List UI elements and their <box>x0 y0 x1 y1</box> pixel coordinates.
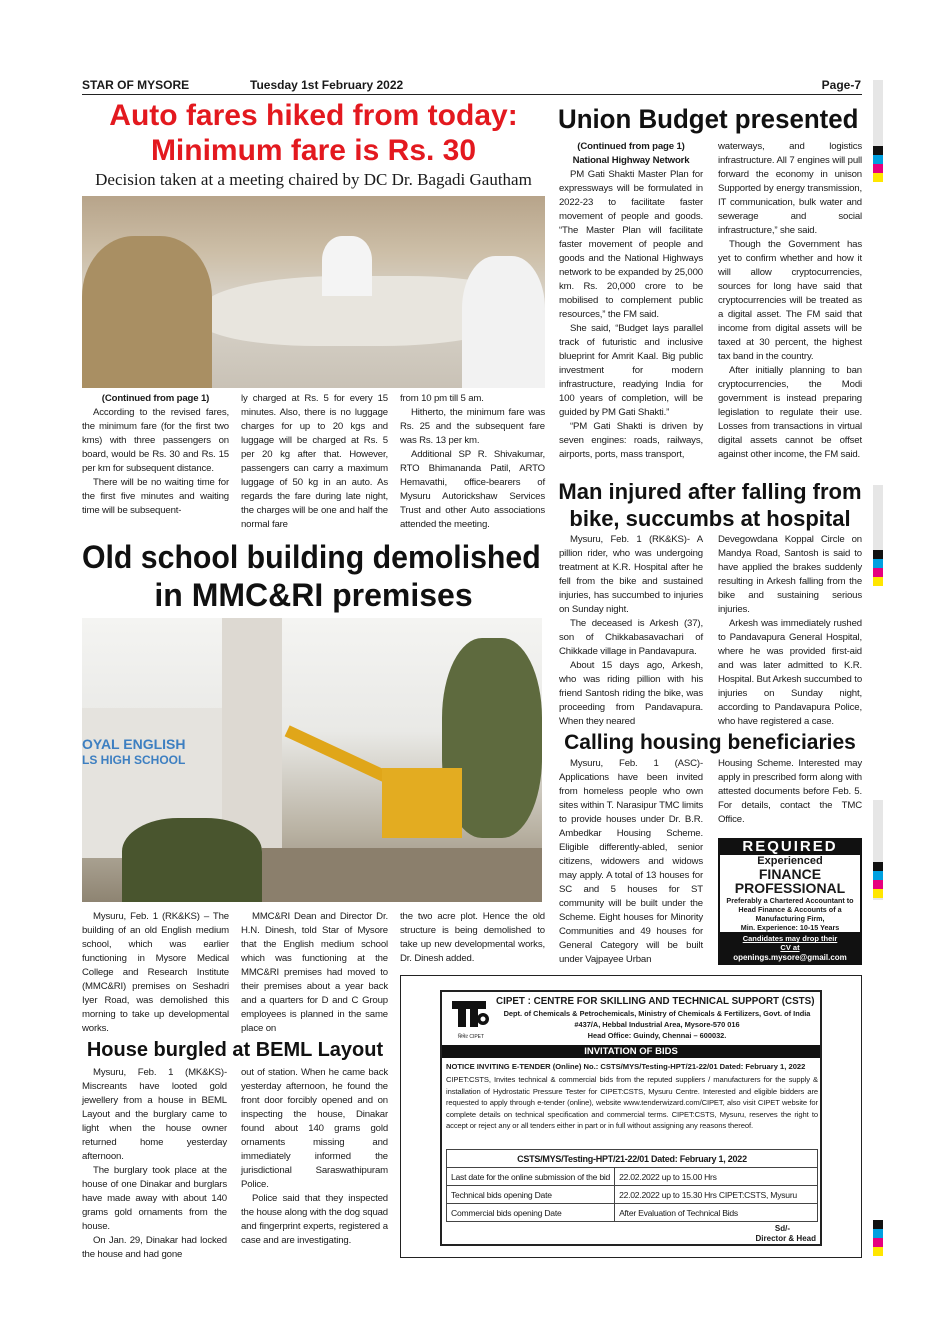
paragraph: Mysuru, Feb. 1 (RK&KS)- A pillion rider, who was undergoing treatment at K.R. Hospital after he fell from the bike and sustained injuries, has succumbed to injuries on Sunday night. <box>559 534 703 615</box>
person-figure <box>322 236 372 296</box>
excavator-arm <box>285 725 390 782</box>
paragraph: Devegowdana Koppal Circle on Mandya Road, Santosh is said to have applied the brakes suddenly resulting in Arkesh falling from the bike and sustaining serious injuries. <box>718 534 862 615</box>
headline-line: Old school building demolished <box>82 539 541 575</box>
ad-email[interactable]: openings.mysore@gmail.com <box>733 953 847 963</box>
budget-headline: Union Budget presented <box>558 104 859 134</box>
cyan-mark <box>873 155 883 164</box>
paragraph: There will be no waiting time for the first five minutes and waiting time will be subsequent- <box>82 477 229 516</box>
auto-col-3 <box>400 392 545 532</box>
yellow-mark <box>873 577 883 586</box>
man-figure <box>462 256 545 388</box>
ad-cta: CV at <box>780 943 800 953</box>
black-mark <box>873 1220 883 1229</box>
issue-date: Tuesday 1st February 2022 <box>250 78 404 92</box>
paragraph: Mysuru, Feb. 1 (MK&KS)- Miscreants have looted gold jewellery from a house in BEML Layout and the burglary came to light when the house owner returned home yesterday afternoon. <box>82 1067 227 1162</box>
ad-line: PROFESSIONAL <box>734 880 846 896</box>
logo-caption: सिपेट CIPET <box>457 1034 485 1040</box>
paragraph: Though the Government has yet to confirm whether and how it will allow cryptocurrencies, sources for long have said that cryptocurrencies will be treated as a digital asset. The FM said that income from digital assets will be taxed at 30 percent, the highest tax band in the country. <box>718 239 862 362</box>
tender-banner: INVITATION OF BIDS <box>442 1045 820 1058</box>
yellow-mark <box>873 1247 883 1256</box>
continued-note: (Continued from page 1) <box>577 141 685 152</box>
officer-figure <box>82 236 212 388</box>
row-value: 22.02.2022 up to 15.30 Hrs CIPET:CSTS, Mysuru <box>615 1186 818 1204</box>
black-mark <box>873 862 883 871</box>
paragraph: On Jan. 29, Dinakar had locked the house and had gone <box>82 1235 227 1260</box>
tender-body: CIPET:CSTS, Invites technical & commercial bids from the reputed suppliers / manufacturers for the supply & installation of Hydrostatic Pressure Tester for CIPET:CSTS, Mysuru Centre. Interested and eligible bidders are requested to apply through e-tender (online), website www.tenderwizard.com/CIPET, also visit CIPET website for complete details on technical specification and commercial terms. CIPET:CSTS, Mysuru, reserves the right to accept or reject any or all tenders either in part or in full without assigning any reasons thereof. <box>446 1075 818 1130</box>
paragraph: PM Gati Shakti Master Plan for expressways will be formulated in 2022-23 to facilitate faster movement of people and goods. “The Master Plan will facilitate faster movement of people and goods and the National Highways network to be expanded by 25,000 km. Rs. 20,000 crore to be mobilised to complement public resources,” the FM said. <box>559 169 703 320</box>
magenta-mark <box>873 568 883 577</box>
tender-address: #437/A, Hebbal Industrial Area, Mysore-570 016 <box>574 1020 740 1029</box>
ad-details: Preferably a Chartered Accountant to Head Finance & Accounts of a Manufacturing Firm, <box>726 896 854 923</box>
paragraph: out of station. When he came back yesterday afternoon, he found the front door forcibly opened and on inspecting the house, Dinakar found about 140 grams gold ornaments missing and immediately informed the jurisdictional Saraswathipuram Police. <box>241 1067 388 1190</box>
headline-line: in MMC&RI premises <box>154 577 473 613</box>
auto-col-1 <box>82 392 229 518</box>
magenta-mark <box>873 880 883 889</box>
housing-headline: Calling housing beneficiaries <box>564 731 856 754</box>
tender-dept: Dept. of Chemicals & Petrochemicals, Ministry of Chemicals & Fertilizers, Govt. of India <box>503 1009 811 1018</box>
ad-title: REQUIRED <box>742 838 838 855</box>
magenta-mark <box>873 164 883 173</box>
shrubs <box>122 818 262 902</box>
housing-col-1 <box>559 757 703 967</box>
paragraph: ly charged at Rs. 5 for every 15 minutes. Also, there is no luggage charges for up to 20 kgs and luggage will be charged at Rs. 5 per 20 kg after that. However, passengers can carry a maximum luggage of 50 kg in an auto. As regards the fare during late night, the charges will be one and half the normal fare <box>241 393 388 530</box>
row-label: Commercial bids opening Date <box>447 1204 615 1222</box>
school-col-3 <box>400 910 545 966</box>
yellow-mark <box>873 173 883 182</box>
magenta-mark <box>873 1238 883 1247</box>
signature: Sd/- <box>774 1224 790 1233</box>
auto-col-2 <box>241 392 388 532</box>
black-mark <box>873 550 883 559</box>
injured-col-2 <box>718 533 862 729</box>
table-title: CSTS/MYS/Testing-HPT/21-22/01 Dated: February 1, 2022 <box>447 1150 818 1168</box>
table-row <box>447 1168 818 1186</box>
paragraph: Arkesh was immediately rushed to Pandavapura General Hospital, where he was provided first-aid and was later admitted to K.R. Hospital. But Arkesh succumbed to injuries on Sunday night, according to Pandavapura Police, who have registered a case. <box>718 618 862 727</box>
page-number: Page-7 <box>821 78 861 92</box>
cyan-mark <box>873 1229 883 1238</box>
continued-note: (Continued from page 1) <box>101 393 210 404</box>
row-value: After Evaluation of Technical Bids <box>615 1204 818 1222</box>
row-label: Last date for the online submission of the bid <box>447 1168 615 1186</box>
paragraph: According to the revised fares, the minimum fare (for the first two kms) with three passengers on board, would be Rs. 30 and Rs. 15 per km for subsequent distance. <box>82 407 229 474</box>
black-mark <box>873 146 883 155</box>
row-label: Technical bids opening Date <box>447 1186 615 1204</box>
rubble <box>262 848 542 902</box>
paragraph: About 15 days ago, Arkesh, who was riding pillion with his friend Santosh riding the bike, was proceeding from Pandavapura. When they neared <box>559 660 703 727</box>
yellow-mark <box>873 889 883 898</box>
demolition-photo <box>82 618 542 902</box>
headline-line: Minimum fare is Rs. 30 <box>150 134 477 167</box>
burgled-headline: House burgled at BEML Layout <box>86 1039 384 1061</box>
auto-fares-headline <box>82 98 545 168</box>
paragraph: Housing Scheme. Interested may apply in prescribed form along with attested documents before Feb. 5. For details, contact the TMC Office. <box>718 758 862 825</box>
headline-line: bike, succumbs at hospital <box>569 506 851 531</box>
paragraph: After initially planning to ban cryptocurrencies, the Modi government is instead preparing legislation to regulate their use. Losses from transactions in virtual digital assets cannot be offset against other income, the FM said. <box>718 365 862 460</box>
meeting-photo <box>82 196 545 388</box>
paragraph: Hitherto, the minimum fare was Rs. 25 and the subsequent fare was Rs. 13 per km. <box>400 407 545 446</box>
tender-table <box>446 1149 818 1222</box>
paragraph: MMC&RI Dean and Director Dr. H.N. Dinesh, told Star of Mysore that the English medium school which was functioning at the MMC&RI premises had moved to their premises about a year back and a quarters for D and C Group employees is planned in the same place on <box>241 911 388 1034</box>
school-sign: OYAL ENGLISH <box>82 736 186 752</box>
housing-col-2 <box>718 757 862 827</box>
paragraph: the two acre plot. Hence the old structure is being demolished to take up new developmental works, Dr. Dinesh added. <box>400 911 545 964</box>
tender-ad <box>440 990 822 1246</box>
paragraph: Police said that they inspected the house along with the dog squad and fingerprint experts, registered a case and are investigating. <box>241 1193 388 1246</box>
paragraph: Mysuru, Feb. 1 (ASC)- Applications have been invited from homeless people who own sites within T. Narasipur TMC limits to provide houses under Dr. B.R. Ambedkar Housing Scheme. Eligible differently-abled, senior citizens, widowers and widows may apply. A total of 13 houses for SC and 5 houses for ST community will be built under the Scheme. Eight houses for Minority Communities and 49 houses for General Category will be built under Vajpayee Urban <box>559 758 703 965</box>
paragraph: The deceased is Arkesh (37), son of Chikkabasavachari of Chikkade village in Pandavapura. <box>559 618 703 657</box>
tender-head-office: Head Office: Guindy, Chennai – 600032. <box>587 1031 727 1040</box>
newspaper-name: STAR OF MYSORE <box>82 78 190 92</box>
table-row <box>447 1204 818 1222</box>
paragraph: “PM Gati Shakti is driven by seven engines: roads, railways, airports, ports, mass transport, <box>559 421 703 460</box>
cyan-mark <box>873 559 883 568</box>
school-headline <box>82 538 545 614</box>
paragraph: The burglary took place at the house of one Dinakar and burglars have made away with about 140 grams gold ornaments from the house. <box>82 1165 227 1232</box>
paragraph: waterways, and logistics infrastructure. All 7 engines will pull forward the economy in unison Supported by energy transmission, IT communication, bulk water and sewerage and social infrastructure,” she said. <box>718 141 862 236</box>
ad-experience: Min. Experience: 10-15 Years <box>740 923 840 932</box>
ad-line: FINANCE <box>758 866 822 882</box>
paragraph: Mysuru, Feb. 1 (RK&KS) – The building of an old English medium school, which was earlier functioning in Mysore Medical College and Research Institute (MMC&RI) premises on Seshadri Iyer Road, was demolished this morning to take up developmental works. <box>82 911 229 1034</box>
school-sign: LS HIGH SCHOOL <box>82 753 186 767</box>
signatory: Director & Head <box>755 1234 816 1243</box>
burgled-col-1 <box>82 1066 227 1262</box>
headline-line: Auto fares hiked from today: <box>109 99 518 132</box>
burgled-col-2 <box>241 1066 388 1248</box>
paragraph: from 10 pm till 5 am. <box>400 393 484 404</box>
headline-line: Man injured after falling from <box>558 479 862 504</box>
tender-notice: NOTICE INVITING E-TENDER (Online) No.: CSTS/MYS/Testing-HPT/21-22/01 Dated: February 1, 2022 <box>446 1062 806 1071</box>
budget-col-1 <box>559 140 703 462</box>
auto-fares-subhead: Decision taken at a meeting chaired by DC Dr. Bagadi Gautham <box>95 170 532 189</box>
cyan-mark <box>873 871 883 880</box>
ad-line: Experienced <box>757 855 823 867</box>
ad-cta: Candidates may drop their <box>742 934 838 944</box>
cipet-logo <box>450 997 492 1040</box>
excavator-body <box>382 768 462 838</box>
subheading: National Highway Network <box>572 155 690 166</box>
tender-org: CIPET : CENTRE FOR SKILLING AND TECHNICAL SUPPORT (CSTS) <box>496 995 815 1007</box>
injured-headline <box>558 478 862 532</box>
school-col-2 <box>241 910 388 1036</box>
budget-col-2 <box>718 140 862 462</box>
header-rule <box>82 94 862 95</box>
table-row <box>447 1186 818 1204</box>
paragraph: She said, “Budget lays parallel track of futuristic and inclusive blueprint for Amrit Kaal. Big public investment for modern infrastructure, readying India for 100 years of completion, will be guided by PM Gati Shakti.” <box>559 323 703 418</box>
job-advertisement <box>718 838 862 965</box>
injured-col-1 <box>559 533 703 729</box>
school-col-1 <box>82 910 229 1036</box>
paragraph: Additional SP R. Shivakumar, RTO Bhimananda Patil, ARTO Hemavathi, office-bearers of Mysuru Autorickshaw Services Trust and other Auto associations attended the meeting. <box>400 449 545 530</box>
row-value: 22.02.2022 up to 15.00 Hrs <box>615 1168 818 1186</box>
